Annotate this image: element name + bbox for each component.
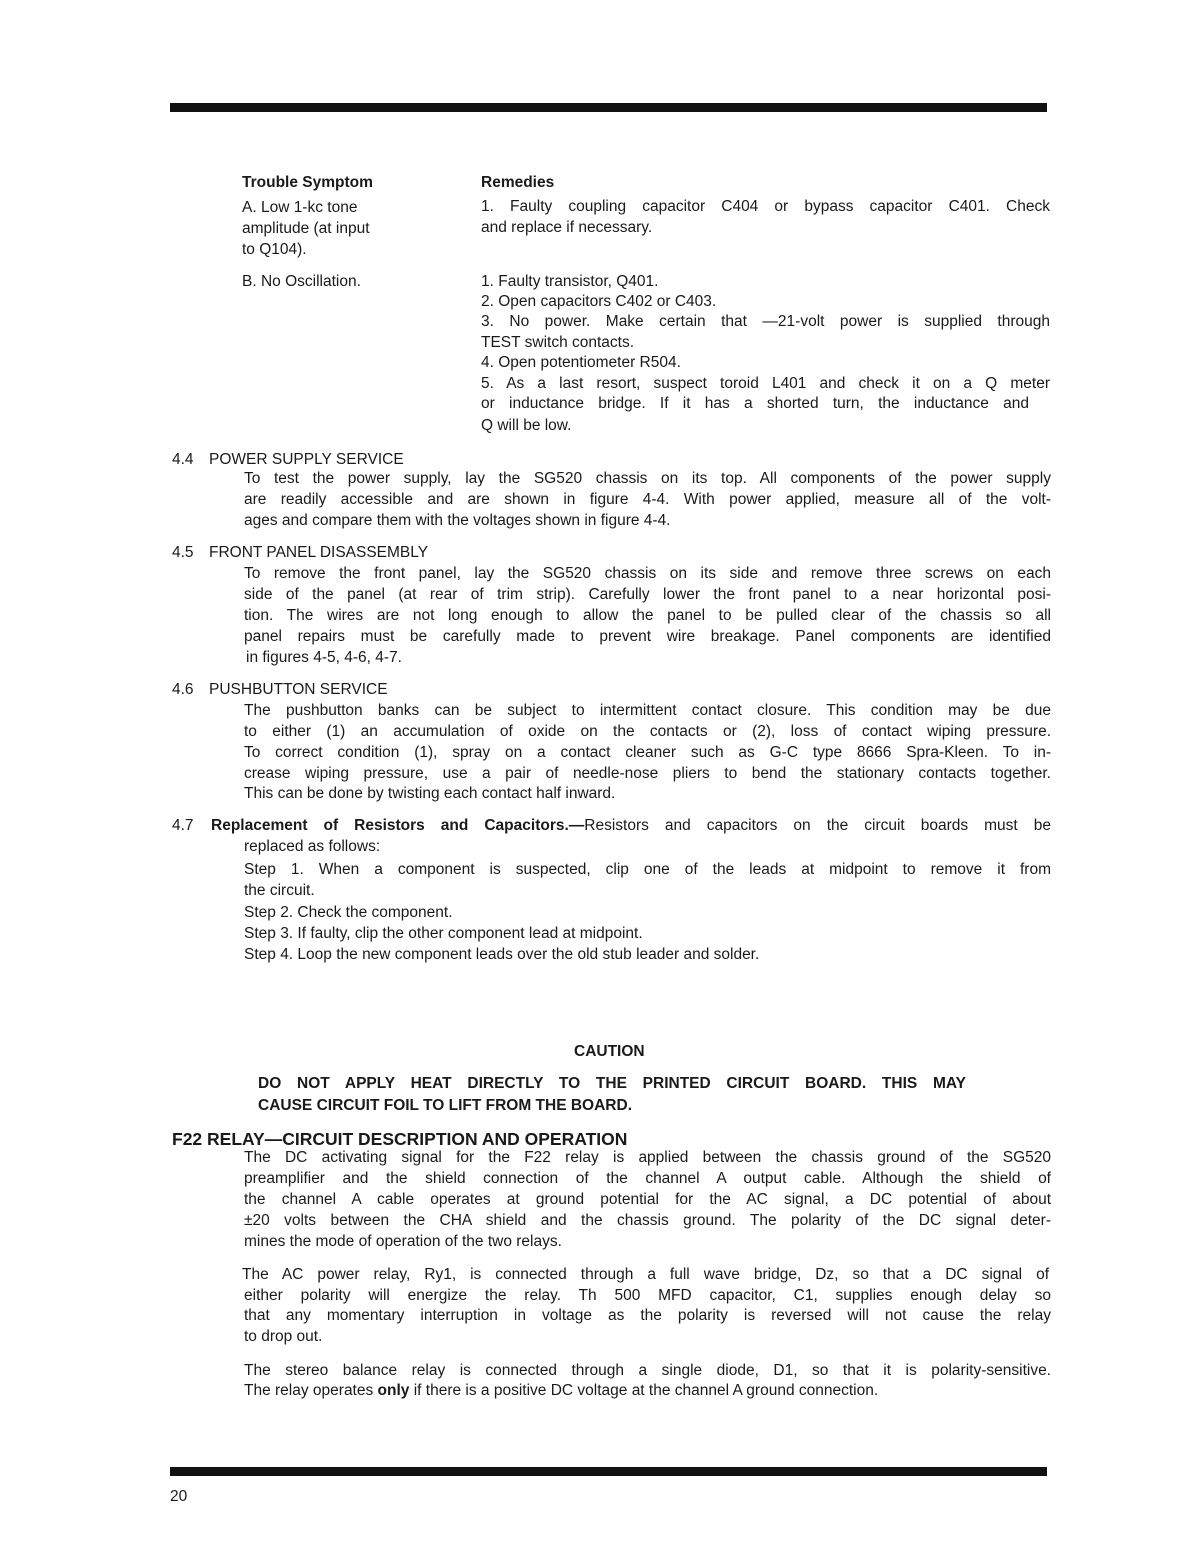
- remedy-b: [481, 394, 1029, 414]
- caution-text: DO NOT APPLY HEAT DIRECTLY TO THE PRINTED CIRCUIT BOARD. THIS MAY: [258, 1075, 966, 1092]
- bottom-rule: [170, 1467, 1047, 1476]
- paragraph-line: ages and compare them with the voltages shown in figure 4-4.: [244, 512, 671, 529]
- paragraph-line: replaced as follows:: [244, 838, 381, 855]
- paragraph-line: in figures 4-5, 4-6, 4-7.: [246, 649, 402, 666]
- paragraph-line: ±20 volts between the CHA shield and the chassis ground. The polarity of the DC signal deter-: [244, 1212, 1051, 1229]
- section-title: POWER SUPPLY SERVICE: [209, 451, 404, 468]
- paragraph-line: To remove the front panel, lay the SG520 chassis on its side and remove three screws on each: [244, 565, 1051, 582]
- remedy-b: Q will be low.: [481, 417, 572, 434]
- text: if there is a positive DC voltage at the channel A ground connection.: [409, 1382, 879, 1399]
- paragraph-line: side of the panel (at rear of trim strip). Carefully lower the front panel to a near horizontal posi-: [244, 586, 1051, 603]
- step-line: Step 2. Check the component.: [244, 904, 453, 921]
- paragraph-line: mines the mode of operation of the two relays.: [244, 1233, 562, 1250]
- remedy-b: TEST switch contacts.: [481, 334, 635, 351]
- section-title: PUSHBUTTON SERVICE: [209, 681, 388, 698]
- step-line: Step 1. When a component is suspected, clip one of the leads at midpoint to remove it from: [244, 861, 1051, 878]
- paragraph-line: The pushbutton banks can be subject to intermittent contact closure. This condition may be due: [244, 702, 1051, 719]
- remedy-a: and replace if necessary.: [481, 219, 653, 236]
- paragraph-line: preamplifier and the shield connection of the channel A output cable. Although the shield of: [244, 1170, 1051, 1187]
- paragraph-line: This can be done by twisting each contact half inward.: [244, 785, 616, 802]
- remedy-b: 1. Faulty transistor, Q401.: [481, 273, 659, 290]
- paragraph-line: panel repairs must be carefully made to prevent wire breakage. Panel components are identified: [244, 628, 1051, 645]
- paragraph-line: crease wiping pressure, use a pair of needle-nose pliers to bend the stationary contacts together.: [244, 765, 1051, 782]
- symptom-a: to Q104).: [242, 241, 307, 258]
- f22-heading: F22 RELAY—CIRCUIT DESCRIPTION AND OPERATION: [172, 1129, 628, 1149]
- remedies-header: Remedies: [481, 174, 555, 191]
- symptom-a: amplitude (at input: [242, 220, 370, 237]
- section-first-line: [211, 816, 1051, 836]
- remedy-b: 5. As a last resort, suspect toroid L401 and check it on a Q meter: [481, 375, 1050, 392]
- remedy-b: 2. Open capacitors C402 or C403.: [481, 293, 717, 310]
- step-line: Step 4. Loop the new component leads over the old stub leader and solder.: [244, 946, 760, 963]
- section-number: 4.7: [172, 817, 194, 834]
- paragraph-line: the channel A cable operates at ground potential for the AC signal, a DC potential of about: [244, 1191, 1051, 1208]
- text: The relay operates: [244, 1382, 378, 1399]
- step-line: the circuit.: [244, 882, 315, 899]
- paragraph-line: The stereo balance relay is connected through a single diode, D1, so that it is polarity-sensitive.: [244, 1362, 1051, 1379]
- emphasis: only: [377, 1382, 410, 1399]
- paragraph-line: that any momentary interruption in voltage as the polarity is reversed will not cause the relay: [244, 1307, 1051, 1324]
- section-number: 4.6: [172, 681, 194, 698]
- paragraph-line: to either (1) an accumulation of oxide on the contacts or (2), loss of contact wiping pressure.: [244, 723, 1051, 740]
- paragraph-line: The AC power relay, Ry1, is connected through a full wave bridge, Dz, so that a DC signal of: [242, 1266, 1049, 1283]
- symptom-a: A. Low 1-kc tone: [242, 199, 358, 216]
- step-line: Step 3. If faulty, clip the other component lead at midpoint.: [244, 925, 643, 942]
- remedy-b: 3. No power. Make certain that —21-volt power is supplied through: [481, 313, 1050, 330]
- caution-text: CAUSE CIRCUIT FOIL TO LIFT FROM THE BOARD.: [258, 1097, 632, 1114]
- paragraph-line: tion. The wires are not long enough to allow the panel to be pulled clear of the chassis so all: [244, 607, 1051, 624]
- paragraph-line: The DC activating signal for the F22 relay is applied between the chassis ground of the SG520: [244, 1149, 1051, 1166]
- section-number: 4.4: [172, 451, 194, 468]
- top-rule: [170, 103, 1047, 112]
- section-title: FRONT PANEL DISASSEMBLY: [209, 544, 429, 561]
- remedy-b-text: or inductance bridge. If it has a shorted turn, the inductance and: [481, 395, 1029, 412]
- page-number: 20: [170, 1488, 188, 1505]
- paragraph-line: To test the power supply, lay the SG520 chassis on its top. All components of the power supply: [244, 470, 1051, 487]
- paragraph-line: are readily accessible and are shown in figure 4-4. With power applied, measure all of the volt-: [244, 491, 1051, 508]
- paragraph-text: Resistors and capacitors on the circuit boards must be: [584, 817, 1051, 834]
- paragraph-line: To correct condition (1), spray on a contact cleaner such as G-C type 8666 Spra-Kleen. To in-: [244, 744, 1051, 761]
- remedy-a: 1. Faulty coupling capacitor C404 or bypass capacitor C401. Check: [481, 198, 1050, 215]
- symptom-b: B. No Oscillation.: [242, 273, 361, 290]
- caution-title: CAUTION: [574, 1043, 645, 1060]
- section-number: 4.5: [172, 544, 194, 561]
- symptom-header: Trouble Symptom: [242, 174, 373, 191]
- paragraph-line: to drop out.: [244, 1328, 323, 1345]
- paragraph-line: either polarity will energize the relay. Th 500 MFD capacitor, C1, supplies enough delay so: [244, 1287, 1051, 1304]
- remedy-b: 4. Open potentiometer R504.: [481, 354, 681, 371]
- section-title: Replacement of Resistors and Capacitors.—: [211, 817, 585, 834]
- paragraph-line: [244, 1381, 878, 1401]
